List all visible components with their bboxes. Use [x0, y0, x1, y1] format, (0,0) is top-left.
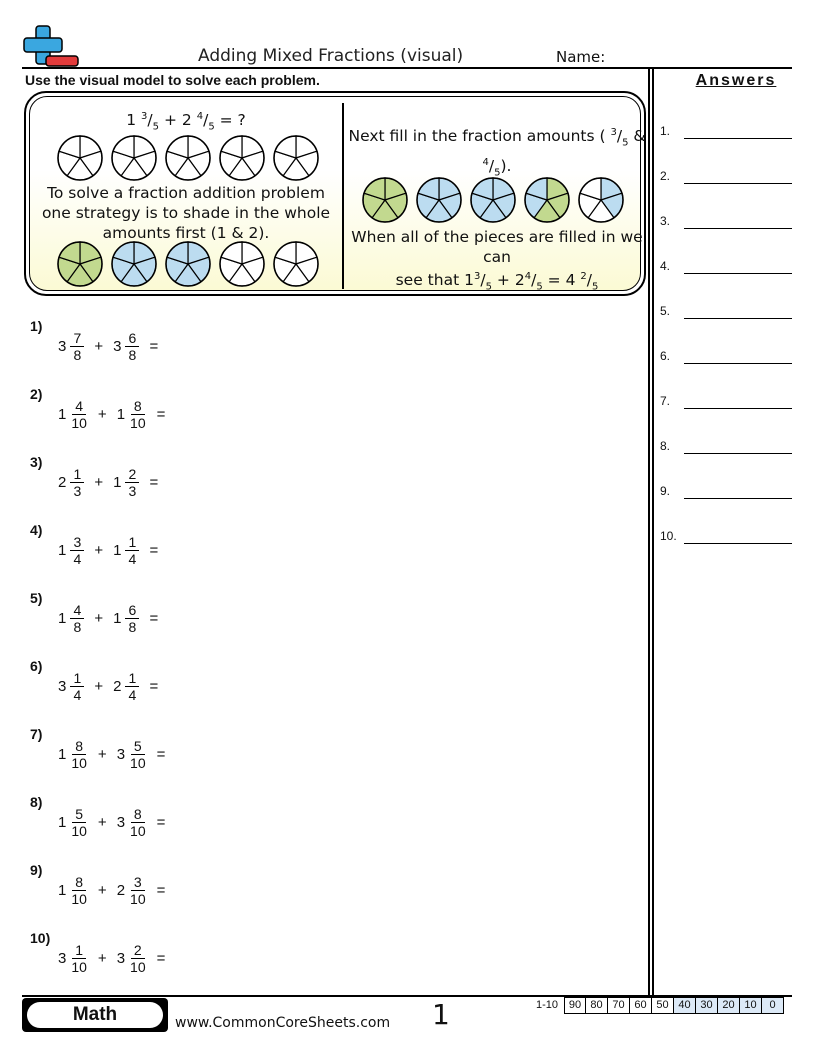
denominator: 10: [130, 890, 146, 907]
site-url: www.CommonCoreSheets.com: [175, 1015, 391, 1031]
denominator: 10: [71, 822, 87, 839]
denominator: 8: [128, 618, 137, 635]
whole-number: 1: [58, 881, 67, 899]
fraction-circles-blank: [57, 135, 319, 181]
numerator: 3: [70, 534, 84, 551]
fraction: [129, 806, 147, 839]
whole-number: 3: [116, 745, 126, 763]
fraction: [125, 330, 139, 363]
plus-sign: +: [94, 337, 104, 355]
answer-blank[interactable]: [684, 228, 792, 229]
problem-number: 10): [30, 930, 51, 946]
denominator: 10: [130, 414, 146, 431]
answers-title: Answers: [695, 72, 777, 89]
answer-number: 1.: [660, 124, 671, 138]
whole-number: 1: [113, 541, 122, 559]
answer-line-3[interactable]: [660, 214, 794, 234]
denominator: 4: [73, 686, 82, 703]
problem-number: 4): [30, 522, 43, 538]
header-rule: [22, 67, 792, 69]
denominator: 10: [71, 414, 87, 431]
equals-sign: =: [149, 337, 159, 355]
answer-number: 4.: [660, 259, 671, 273]
numerator: 2: [131, 942, 145, 959]
numerator: 5: [72, 806, 86, 823]
example-divider: [342, 103, 344, 289]
whole-number: 3: [113, 337, 122, 355]
fraction: [125, 602, 139, 635]
whole-number: 3: [58, 337, 67, 355]
worksheet-title: Adding Mixed Fractions (visual): [198, 46, 464, 66]
problem-expression: [58, 462, 168, 502]
problem-expression: [58, 530, 168, 570]
answer-blank[interactable]: [684, 273, 792, 274]
fraction-circle: [111, 135, 157, 181]
denominator: 4: [128, 686, 137, 703]
fraction-circles-wholes-shaded: [57, 241, 319, 287]
fraction: [129, 398, 147, 431]
example-question: 1 $^3/_5 + 2$ $^4/_5$ = ?: [126, 111, 246, 133]
problem-number: 5): [30, 590, 43, 606]
plus-sign: +: [97, 949, 107, 967]
fraction: [125, 670, 139, 703]
whole-number: 1: [58, 609, 67, 627]
whole-number: 1: [58, 813, 67, 831]
fraction-circle: [362, 177, 408, 223]
answer-line-7[interactable]: [660, 394, 794, 414]
fraction-circle: [416, 177, 462, 223]
answer-line-9[interactable]: [660, 484, 794, 504]
answer-number: 5.: [660, 304, 671, 318]
plus-sign: +: [94, 473, 104, 491]
answer-number: 2.: [660, 169, 671, 183]
plus-sign: +: [94, 541, 104, 559]
fraction-circle: [524, 177, 570, 223]
fraction: [125, 534, 139, 567]
plus-sign: +: [97, 405, 107, 423]
numerator: 8: [72, 874, 86, 891]
answer-blank[interactable]: [684, 543, 792, 544]
fraction: [70, 398, 88, 431]
numerator: 7: [70, 330, 84, 347]
answer-blank[interactable]: [684, 318, 792, 319]
problem-expression: [58, 938, 175, 978]
score-cell: 50: [652, 997, 674, 1014]
numerator: 2: [125, 466, 139, 483]
equals-sign: =: [156, 881, 166, 899]
fraction: [70, 874, 88, 907]
denominator: 10: [71, 890, 87, 907]
plus-sign: +: [94, 677, 104, 695]
answer-line-4[interactable]: [660, 259, 794, 279]
whole-number: 1: [116, 405, 126, 423]
equals-sign: =: [156, 813, 166, 831]
answers-column-divider: [648, 67, 654, 995]
fraction: [70, 330, 84, 363]
answer-number: 6.: [660, 349, 671, 363]
fraction: [70, 534, 84, 567]
answer-blank[interactable]: [684, 408, 792, 409]
fraction-circle: [273, 135, 319, 181]
whole-number: 3: [116, 949, 126, 967]
denominator: 8: [128, 346, 137, 363]
problem-number: 7): [30, 726, 43, 742]
score-cell: 0: [762, 997, 784, 1014]
score-cell: 20: [718, 997, 740, 1014]
math-badge-label: Math: [27, 1002, 163, 1028]
numerator: 8: [131, 398, 145, 415]
fraction-circles-filled: [362, 177, 624, 223]
problem-expression: [58, 598, 168, 638]
denominator: 10: [71, 958, 87, 975]
numerator: 1: [72, 942, 86, 959]
problem-number: 6): [30, 658, 43, 674]
name-label: Name:: [556, 48, 606, 66]
fraction-circle: [578, 177, 624, 223]
equals-sign: =: [156, 745, 166, 763]
numerator: 1: [70, 670, 84, 687]
page-number: 1: [432, 998, 450, 1031]
denominator: 10: [130, 754, 146, 771]
whole-number: 1: [58, 405, 67, 423]
numerator: 8: [131, 806, 145, 823]
fraction-circle: [219, 135, 265, 181]
denominator: 10: [71, 754, 87, 771]
fraction: [70, 670, 84, 703]
fraction: [70, 806, 88, 839]
whole-number: 1: [58, 541, 67, 559]
whole-number: 3: [58, 677, 67, 695]
fraction-circle: [165, 241, 211, 287]
numerator: 8: [72, 738, 86, 755]
answer-number: 10.: [660, 529, 677, 543]
math-badge: [22, 998, 168, 1032]
fraction: [129, 738, 147, 771]
whole-number: 1: [113, 609, 122, 627]
fraction-circle: [470, 177, 516, 223]
fraction-circle: [165, 135, 211, 181]
whole-number: 1: [113, 473, 122, 491]
answer-blank[interactable]: [684, 138, 792, 139]
score-cell: 90: [564, 997, 586, 1014]
whole-number: 2: [113, 677, 122, 695]
fraction-circle: [273, 241, 319, 287]
numerator: 1: [70, 466, 84, 483]
numerator: 1: [125, 534, 139, 551]
denominator: 4: [73, 550, 82, 567]
problem-number: 8): [30, 794, 43, 810]
problem-number: 9): [30, 862, 43, 878]
denominator: 10: [130, 958, 146, 975]
numerator: 4: [70, 602, 84, 619]
denominator: 4: [128, 550, 137, 567]
score-table: [530, 997, 784, 1014]
fraction-circle: [111, 241, 157, 287]
answer-blank[interactable]: [684, 498, 792, 499]
answer-line-10[interactable]: [660, 529, 794, 549]
score-cell: 60: [630, 997, 652, 1014]
answer-line-1[interactable]: [660, 124, 794, 144]
denominator: 8: [73, 618, 82, 635]
score-cell: 70: [608, 997, 630, 1014]
problem-expression: [58, 870, 175, 910]
answer-number: 3.: [660, 214, 671, 228]
whole-number: 1: [58, 745, 67, 763]
plus-sign: +: [94, 609, 104, 627]
score-cell: 10: [740, 997, 762, 1014]
plus-sign: +: [97, 745, 107, 763]
answer-number: 9.: [660, 484, 671, 498]
fraction-circle: [219, 241, 265, 287]
denominator: 8: [73, 346, 82, 363]
example-strategy-text: To solve a fraction addition problem one strategy is to shade in the whole amounts first (1 & 2).: [41, 184, 331, 242]
instruction-text: Use the visual model to solve each problem.: [25, 72, 320, 88]
answer-number: 8.: [660, 439, 671, 453]
numerator: 3: [131, 874, 145, 891]
plus-minus-logo-icon: [22, 26, 80, 68]
denominator: 3: [128, 482, 137, 499]
problem-expression: [58, 734, 175, 774]
fraction: [129, 874, 147, 907]
numerator: 4: [72, 398, 86, 415]
whole-number: 2: [116, 881, 126, 899]
numerator: 1: [125, 670, 139, 687]
whole-number: 3: [58, 949, 67, 967]
example-box: [24, 91, 646, 296]
fraction: [125, 466, 139, 499]
problem-number: 1): [30, 318, 43, 334]
equals-sign: =: [156, 405, 166, 423]
equals-sign: =: [149, 473, 159, 491]
answer-number: 7.: [660, 394, 671, 408]
whole-number: 2: [58, 473, 67, 491]
answer-blank[interactable]: [684, 363, 792, 364]
equals-sign: =: [149, 541, 159, 559]
fraction: [70, 466, 84, 499]
equals-sign: =: [149, 609, 159, 627]
problem-expression: [58, 394, 175, 434]
denominator: 10: [130, 822, 146, 839]
score-range-label: 1-10: [535, 999, 559, 1011]
equals-sign: =: [149, 677, 159, 695]
problem-number: 2): [30, 386, 43, 402]
score-cell: 30: [696, 997, 718, 1014]
problem-expression: [58, 666, 168, 706]
numerator: 6: [125, 602, 139, 619]
answer-line-6[interactable]: [660, 349, 794, 369]
numerator: 5: [131, 738, 145, 755]
fraction-circle: [57, 135, 103, 181]
answer-blank[interactable]: [684, 453, 792, 454]
problem-expression: [58, 326, 168, 366]
whole-number: 3: [116, 813, 126, 831]
example-result-text: When all of the pieces are filled in we can see that $1^3/_5 + 2^4/_5 = 4$ $^2/_5$: [351, 228, 643, 293]
answer-line-5[interactable]: [660, 304, 794, 324]
numerator: 6: [125, 330, 139, 347]
example-panel: [29, 96, 646, 293]
plus-sign: +: [97, 881, 107, 899]
answer-line-8[interactable]: [660, 439, 794, 459]
fraction: [129, 942, 147, 975]
fraction: [70, 738, 88, 771]
score-cell: 40: [674, 997, 696, 1014]
answer-line-2[interactable]: [660, 169, 794, 189]
problem-number: 3): [30, 454, 43, 470]
plus-sign: +: [97, 813, 107, 831]
denominator: 3: [73, 482, 82, 499]
example-fill-text: Next fill in the fraction amounts ( $^3/_5$ & $^4/_5$).: [348, 127, 646, 179]
equals-sign: =: [156, 949, 166, 967]
score-cell: 80: [586, 997, 608, 1014]
fraction: [70, 602, 84, 635]
problem-expression: [58, 802, 175, 842]
answer-blank[interactable]: [684, 183, 792, 184]
fraction: [70, 942, 88, 975]
fraction-circle: [57, 241, 103, 287]
